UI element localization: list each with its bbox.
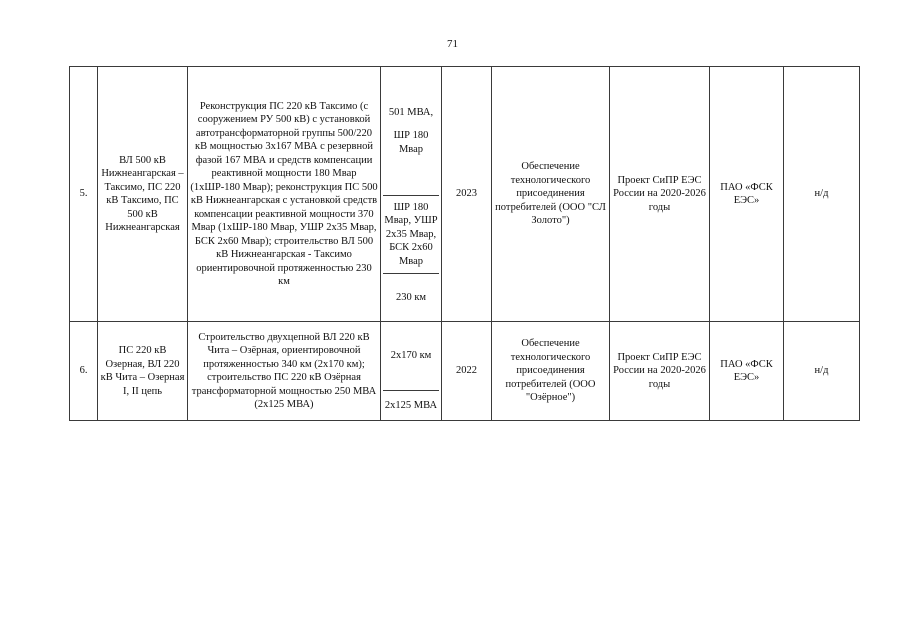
table-row (70, 67, 860, 322)
capacity-value: ШР 180 Мвар (393, 130, 429, 155)
capacity-cell (381, 67, 442, 322)
commissioning-year: 2022 (442, 322, 492, 421)
source-document: Проект СиПР ЕЭС России на 2020-2026 годы (610, 322, 710, 421)
project-description: Реконструкция ПС 220 кВ Таксимо (с сооружением РУ 500 кВ) с установкой автотрансформаторной группы 500/220 кВ мощностью 3х167 МВА с резервной фазой 167 МВА и средств компенсации реактивной мощности 180 Мвар (1хШР-180 Мвар); реконструкция ПС 500 кВ Нижнеангарская с установкой средств компенсации реактивной мощности 370 Мвар (1хШР-180 Мвар, УШР 2х35 Мвар, БСК 2х60 Мвар); строительство ВЛ 500 кВ Нижнеангарская - Таксимо ориентировочной протяженностью 230 км (188, 67, 381, 322)
capacity-value: 230 км (383, 273, 439, 321)
investment-table (69, 66, 860, 421)
responsible-organization: ПАО «ФСК ЕЭС» (710, 67, 784, 322)
page-number: 71 (447, 38, 458, 50)
capacity-value: 501 МВА, (388, 106, 434, 118)
project-purpose: Обеспечение технологического присоединения потребителей (ООО "Озёрное") (492, 322, 610, 421)
capacity-value: 2х170 км (390, 350, 432, 362)
capacity-cell (381, 322, 442, 421)
project-description: Строительство двухцепной ВЛ 220 кВ Чита – Озёрная, ориентировочной протяженностью 340 км (2х170 км); строительство ПС 220 кВ Озёрная трансформаторной мощностью 250 МВА (2х125 МВА) (188, 322, 381, 421)
capacity-value: 2х125 МВА (383, 390, 439, 420)
row-number: 5. (70, 67, 98, 322)
object-name: ВЛ 500 кВ Нижнеангарская – Таксимо, ПС 220 кВ Таксимо, ПС 500 кВ Нижнеангарская (98, 67, 188, 322)
table-row (70, 322, 860, 421)
source-document: Проект СиПР ЕЭС России на 2020-2026 годы (610, 67, 710, 322)
note-value: н/д (784, 67, 860, 322)
note-value: н/д (784, 322, 860, 421)
project-purpose: Обеспечение технологического присоединения потребителей (ООО "СЛ Золото") (492, 67, 610, 322)
commissioning-year: 2023 (442, 67, 492, 322)
responsible-organization: ПАО «ФСК ЕЭС» (710, 322, 784, 421)
object-name: ПС 220 кВ Озерная, ВЛ 220 кВ Чита – Озерная I, II цепь (98, 322, 188, 421)
row-number: 6. (70, 322, 98, 421)
capacity-value: ШР 180 Мвар, УШР 2х35 Мвар, БСК 2х60 Мвар (383, 195, 439, 273)
